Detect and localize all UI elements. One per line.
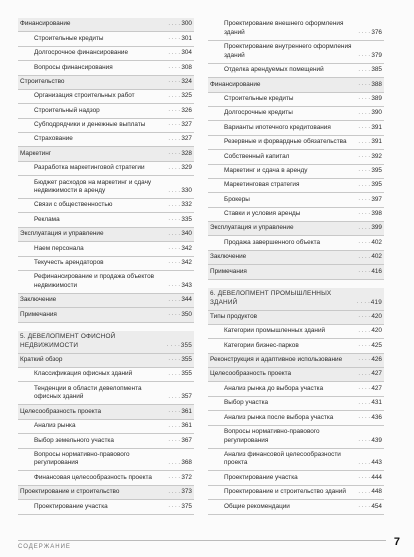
toc-entry — [208, 121, 384, 135]
toc-entry-page: 361 — [181, 407, 192, 415]
toc-entry — [208, 325, 384, 339]
toc-entry — [18, 147, 194, 161]
toc-entry — [18, 76, 194, 90]
toc-entry-title: Строительство — [20, 77, 65, 85]
toc-entry-title: Резервные и форвардные обязательства — [224, 138, 347, 146]
toc-entry — [18, 471, 194, 485]
toc-entry — [18, 242, 194, 256]
toc-entry-title: Строительный надзор — [34, 106, 100, 114]
toc-entry-title: Выбор земельного участка — [34, 436, 114, 444]
toc-entry — [18, 213, 194, 227]
toc-entry-title: Разработка маркетинговой стратегии — [34, 164, 145, 172]
toc-entry-title: Тенденции в области девелопмента офисных зданий — [34, 384, 142, 401]
toc-entry-page: 420 — [371, 312, 382, 320]
toc-entry-page: 355 — [181, 370, 192, 378]
dot-leader: . . . . — [358, 81, 370, 88]
toc-entry-title: Финансирование — [210, 80, 261, 88]
toc-entry-page: 444 — [371, 473, 382, 481]
toc-entry-page: 344 — [181, 296, 192, 304]
dot-leader: . . . . — [358, 356, 370, 363]
toc-entry-title: Текучесть арендаторов — [34, 258, 104, 266]
toc-chapter-heading — [18, 331, 194, 354]
toc-entry-title: 6. ДЕВЕЛОПМЕНТ ПРОМЫШЛЕННЫХ ЗДАНИЙ — [210, 289, 332, 306]
dot-leader: . . . . — [358, 66, 370, 73]
toc-entry — [208, 236, 384, 250]
toc-entry — [18, 47, 194, 61]
toc-entry-page: 390 — [371, 109, 382, 117]
toc-entry-title: Долгосрочные кредиты — [224, 109, 293, 117]
toc-entry-page: 420 — [371, 327, 382, 335]
toc-entry-page: 431 — [371, 399, 382, 407]
toc-entry-title: Проектирование внутреннего оформления зданий — [224, 43, 352, 59]
toc-entry — [208, 93, 384, 107]
toc-entry — [18, 61, 194, 75]
dot-leader: . . . . — [358, 503, 370, 509]
toc-entry-title: Отделка арендуемых помещений — [224, 66, 324, 74]
toc-entry — [18, 486, 194, 500]
toc-entry — [18, 176, 194, 199]
toc-entry-title: Проектирование и строительство зданий — [224, 488, 346, 496]
dot-leader: . . . . — [168, 78, 180, 85]
toc-entry — [18, 294, 194, 308]
dot-leader: . . . . — [358, 267, 370, 274]
toc-entry-page: 361 — [181, 422, 192, 430]
toc-entry — [208, 382, 384, 396]
toc-entry-title: Категории промышленных зданий — [224, 327, 326, 335]
toc-entry-page: 398 — [371, 210, 382, 218]
toc-entry-page: 304 — [181, 49, 192, 57]
toc-entry — [18, 104, 194, 118]
toc-entry — [18, 368, 194, 382]
toc-entry-title: Вопросы нормативно-правового регулирования — [224, 427, 320, 444]
dot-leader: . . . . — [358, 436, 370, 443]
toc-entry — [208, 165, 384, 179]
dot-leader: . . . . — [358, 459, 370, 466]
toc-entry-title: Выбор участка — [224, 399, 269, 407]
toc-entry-title: Ставки и условия аренды — [224, 210, 301, 218]
toc-entry — [208, 41, 384, 64]
toc-entry-title: Связи с общественностью — [34, 201, 113, 209]
page-number: 7 — [393, 536, 400, 548]
dot-leader: . . . . — [168, 245, 180, 251]
toc-entry-page: 427 — [371, 384, 382, 392]
toc-entry-page: 439 — [371, 436, 382, 444]
dot-leader: . . . . — [358, 342, 370, 349]
toc-entry-page: 301 — [181, 34, 192, 42]
dot-leader: . . . . — [358, 210, 370, 217]
toc-entry-page: 342 — [181, 244, 192, 252]
toc-entry — [18, 133, 194, 147]
dot-leader: . . . . — [168, 259, 180, 266]
toc-entry-title: Варианты ипотечного кредитования — [224, 123, 331, 131]
toc-entry-page: 416 — [371, 267, 382, 275]
toc-entry — [208, 107, 384, 121]
toc-entry-title: Реконструкция и адаптивное использование — [210, 356, 343, 364]
toc-entry-page: 327 — [181, 121, 192, 129]
dot-leader: . . . . — [168, 20, 180, 27]
toc-entry-title: Финансовая целесообразность проекта — [34, 473, 152, 481]
dot-leader: . . . . — [358, 474, 370, 481]
toc-entry — [208, 251, 384, 265]
toc-entry-title: Эксплуатация и управление — [20, 230, 104, 238]
toc-entry-title: 5. ДЕВЕЛОПМЕНТ ОФИСНОЙ НЕДВИЖИМОСТИ — [20, 333, 116, 349]
toc-entry-page: 342 — [181, 258, 192, 266]
dot-leader: . . . . — [168, 63, 180, 70]
toc-entry-page: 395 — [371, 181, 382, 189]
toc-entry — [208, 339, 384, 353]
dot-leader: . . . . — [358, 109, 370, 116]
toc-entry — [18, 257, 194, 271]
toc-entry-page: 376 — [371, 28, 382, 36]
toc-entry — [208, 354, 384, 368]
toc-entry-title: Вопросы нормативно-правового регулирования — [34, 450, 130, 467]
dot-leader: . . . . — [168, 164, 180, 171]
dot-leader: . . . . — [168, 121, 180, 128]
dot-leader: . . . . — [168, 488, 180, 495]
toc-entry-title: Заключение — [20, 296, 57, 304]
dot-leader: . . . . — [358, 399, 370, 406]
dot-leader: . . . . — [168, 107, 180, 114]
footer-section-label: СОДЕРЖАНИЕ — [18, 544, 71, 550]
toc-entry-page: 448 — [371, 488, 382, 496]
toc-entry-page: 399 — [371, 224, 382, 232]
toc-entry — [208, 136, 384, 150]
toc-entry-page: 335 — [181, 215, 192, 223]
dot-leader: . . . . — [168, 49, 180, 56]
toc-entry-title: Заключение — [210, 253, 247, 261]
toc-entry — [18, 18, 194, 32]
toc-entry — [18, 434, 194, 448]
toc-entry-title: Страхование — [34, 135, 73, 143]
dot-leader: . . . . — [168, 296, 180, 303]
toc-entry-page: 443 — [371, 459, 382, 467]
toc-entry — [18, 32, 194, 46]
dot-leader: . . . . — [358, 52, 370, 59]
dot-leader: . . . . — [358, 138, 370, 145]
toc-entry — [208, 222, 384, 236]
toc-entry-page: 368 — [181, 459, 192, 467]
dot-leader: . . . . — [168, 356, 180, 363]
toc-entry — [208, 193, 384, 207]
toc-entry-page: 355 — [181, 356, 192, 364]
dot-leader: . . . . — [358, 224, 370, 231]
toc-entry-title: Целесообразность проекта — [20, 407, 102, 415]
toc-entry-page: 357 — [181, 393, 192, 401]
toc-entry-title: Анализ финансовой целесообразности проекта — [224, 450, 341, 467]
dot-leader: . . . . — [168, 311, 180, 318]
toc-entry — [208, 411, 384, 425]
toc-entry-page: 426 — [371, 356, 382, 364]
dot-leader: . . . . — [358, 95, 370, 102]
toc-entry — [208, 397, 384, 411]
dot-leader: . . . . — [168, 187, 180, 194]
toc-entry-title: Маркетинг и сдача в аренду — [224, 166, 308, 174]
toc-entry-title: Брокеры — [224, 195, 250, 203]
toc-entry-title: Проектирование участка — [34, 502, 108, 510]
toc-entry-title: Проектирование внешнего оформления зданий — [224, 20, 344, 36]
toc-entry — [208, 64, 384, 78]
dot-leader: . . . . — [166, 342, 180, 349]
toc-entry-page: 343 — [181, 281, 192, 289]
toc-entry-title: Рефинансирование и продажа объектов недвижимости — [34, 273, 155, 289]
toc-entry-page: 372 — [181, 473, 192, 481]
toc-entry-title: Бюджет расходов на маркетинг и сдачу недвижимости в аренду — [34, 178, 152, 195]
toc-entry — [18, 271, 194, 294]
toc-entry-title: Типы продуктов — [210, 312, 258, 320]
toc-entry-title: Категории бизнес-парков — [224, 341, 299, 349]
toc-entry-title: Общие рекомендации — [224, 502, 290, 510]
dot-leader: . . . . — [168, 216, 180, 223]
toc-entry-title: Примечания — [20, 310, 57, 318]
dot-leader: . . . . — [358, 370, 370, 377]
toc-entry — [18, 354, 194, 368]
dot-leader: . . . . — [168, 282, 180, 289]
toc-entry-title: Маркетинг — [20, 149, 52, 157]
toc-entry-title: Продажа завершенного объекта — [224, 238, 321, 246]
dot-leader: . . . . — [358, 239, 370, 246]
toc-entry-page: 355 — [180, 341, 192, 349]
toc-entry-page: 436 — [371, 413, 382, 421]
toc-entry — [18, 228, 194, 242]
toc-entry-title: Проектирование и строительство — [20, 488, 120, 496]
toc-entry-title: Реклама — [34, 215, 60, 223]
toc-entry-page: 391 — [371, 138, 382, 146]
dot-leader: . . . . — [358, 253, 370, 260]
dot-leader: . . . . — [168, 150, 180, 157]
toc-entry — [18, 382, 194, 405]
toc-entry-title: Примечания — [210, 267, 247, 275]
toc-entry-page: 391 — [371, 123, 382, 131]
toc-entry — [18, 119, 194, 133]
toc-entry-page: 300 — [181, 20, 192, 28]
dot-leader: . . . . — [356, 298, 370, 305]
toc-entry-title: Анализ рынка после выбора участка — [224, 413, 334, 421]
toc-entry-title: Организация строительных работ — [34, 92, 135, 100]
toc-entry-page: 350 — [181, 310, 192, 318]
toc-entry-page: 328 — [181, 149, 192, 157]
toc-entry-page: 330 — [181, 187, 192, 195]
toc-entry-title: Наем персонала — [34, 244, 84, 252]
toc-entry-title: Строительные кредиты — [34, 34, 104, 42]
toc-entry-page: 389 — [371, 95, 382, 103]
toc-entry-title: Собственный капитал — [224, 152, 290, 160]
toc-entry — [18, 405, 194, 419]
toc-entry-page: 327 — [181, 135, 192, 143]
toc-entry-title: Анализ рынка — [34, 422, 76, 430]
dot-leader: . . . . — [168, 35, 180, 42]
toc-entry-page: 385 — [371, 66, 382, 74]
toc-entry — [208, 449, 384, 472]
dot-leader: . . . . — [358, 124, 370, 131]
toc-entry-page: 388 — [371, 80, 382, 88]
toc-entry-title: Классификация офисных зданий — [34, 370, 133, 378]
dot-leader: . . . . — [168, 393, 180, 400]
toc-entry-page: 425 — [371, 341, 382, 349]
dot-leader: . . . . — [168, 92, 180, 99]
dot-leader: . . . . — [358, 181, 370, 188]
toc-entry-title: Проектирование участка — [224, 473, 298, 481]
toc-entry — [208, 18, 384, 41]
toc-entry-page: 402 — [371, 253, 382, 261]
toc-entry — [208, 179, 384, 193]
dot-leader: . . . . — [358, 488, 370, 495]
toc-entry-page: 402 — [371, 238, 382, 246]
dot-leader: . . . . — [358, 313, 370, 320]
toc-entry — [18, 199, 194, 213]
toc-entry — [208, 486, 384, 500]
toc-entry-title: Маркетинговая стратегия — [224, 181, 300, 189]
toc-entry-title: Строительные кредиты — [224, 95, 294, 103]
dot-leader: . . . . — [358, 385, 370, 392]
dot-leader: . . . . — [358, 196, 370, 203]
toc-entry-page: 326 — [181, 106, 192, 114]
dot-leader: . . . . — [168, 135, 180, 142]
dot-leader: . . . . — [168, 370, 180, 377]
toc-entry — [208, 471, 384, 485]
toc-entry-title: Эксплуатация и управление — [210, 224, 294, 232]
dot-leader: . . . . — [358, 327, 370, 334]
toc-entry — [208, 78, 384, 92]
toc-entry-title: Вопросы финансирования — [34, 63, 113, 71]
toc-entry-title: Краткий обзор — [20, 356, 63, 364]
toc-entry-page: 419 — [370, 298, 382, 306]
toc-entry — [18, 500, 194, 514]
toc-entry — [18, 90, 194, 104]
toc-entry-page: 373 — [181, 488, 192, 496]
toc-entry-title: Целесообразность проекта — [210, 370, 292, 378]
toc-entry — [18, 162, 194, 176]
footer-divider — [18, 540, 386, 541]
toc-entry-page: 427 — [371, 370, 382, 378]
toc-entry — [18, 420, 194, 434]
toc-entry — [208, 265, 384, 279]
toc-entry-page: 375 — [181, 502, 192, 510]
toc-entry-page: 324 — [181, 77, 192, 85]
toc-entry — [18, 308, 194, 322]
toc-entry-page: 332 — [181, 201, 192, 209]
toc-entry-page: 454 — [371, 502, 382, 510]
toc-chapter-heading — [208, 288, 384, 311]
toc-entry-page: 340 — [181, 230, 192, 238]
toc-entry-title: Финансирование — [20, 20, 71, 28]
dot-leader: . . . . — [168, 201, 180, 208]
toc-column-right — [208, 18, 384, 515]
toc-entry-page: 392 — [371, 152, 382, 160]
toc-entry-page: 395 — [371, 166, 382, 174]
dot-leader: . . . . — [358, 29, 370, 36]
dot-leader: . . . . — [168, 408, 180, 415]
dot-leader: . . . . — [168, 436, 180, 443]
toc-entry-page: 325 — [181, 92, 192, 100]
toc-entry-page: 397 — [371, 195, 382, 203]
toc-entry-title: Субподрядчики и денежные выплаты — [34, 121, 146, 129]
dot-leader: . . . . — [168, 459, 180, 466]
toc-entry — [208, 500, 384, 514]
toc-entry — [208, 311, 384, 325]
toc-entry-title: Анализ рынка до выбора участка — [224, 384, 324, 392]
dot-leader: . . . . — [358, 152, 370, 159]
toc-entry-page: 329 — [181, 164, 192, 172]
toc-column-left — [18, 18, 194, 515]
dot-leader: . . . . — [358, 167, 370, 174]
dot-leader: . . . . — [168, 474, 180, 481]
dot-leader: . . . . — [358, 413, 370, 420]
toc-entry — [208, 208, 384, 222]
toc-entry — [208, 368, 384, 382]
toc-entry — [208, 426, 384, 449]
toc-entry-page: 379 — [371, 51, 382, 59]
dot-leader: . . . . — [168, 503, 180, 509]
toc-entry-title: Долгосрочное финансирование — [34, 49, 129, 57]
dot-leader: . . . . — [168, 230, 180, 237]
toc-entry — [18, 449, 194, 472]
dot-leader: . . . . — [168, 422, 180, 429]
toc-entry-page: 367 — [181, 436, 192, 444]
toc-entry — [208, 150, 384, 164]
toc-entry-page: 308 — [181, 63, 192, 71]
